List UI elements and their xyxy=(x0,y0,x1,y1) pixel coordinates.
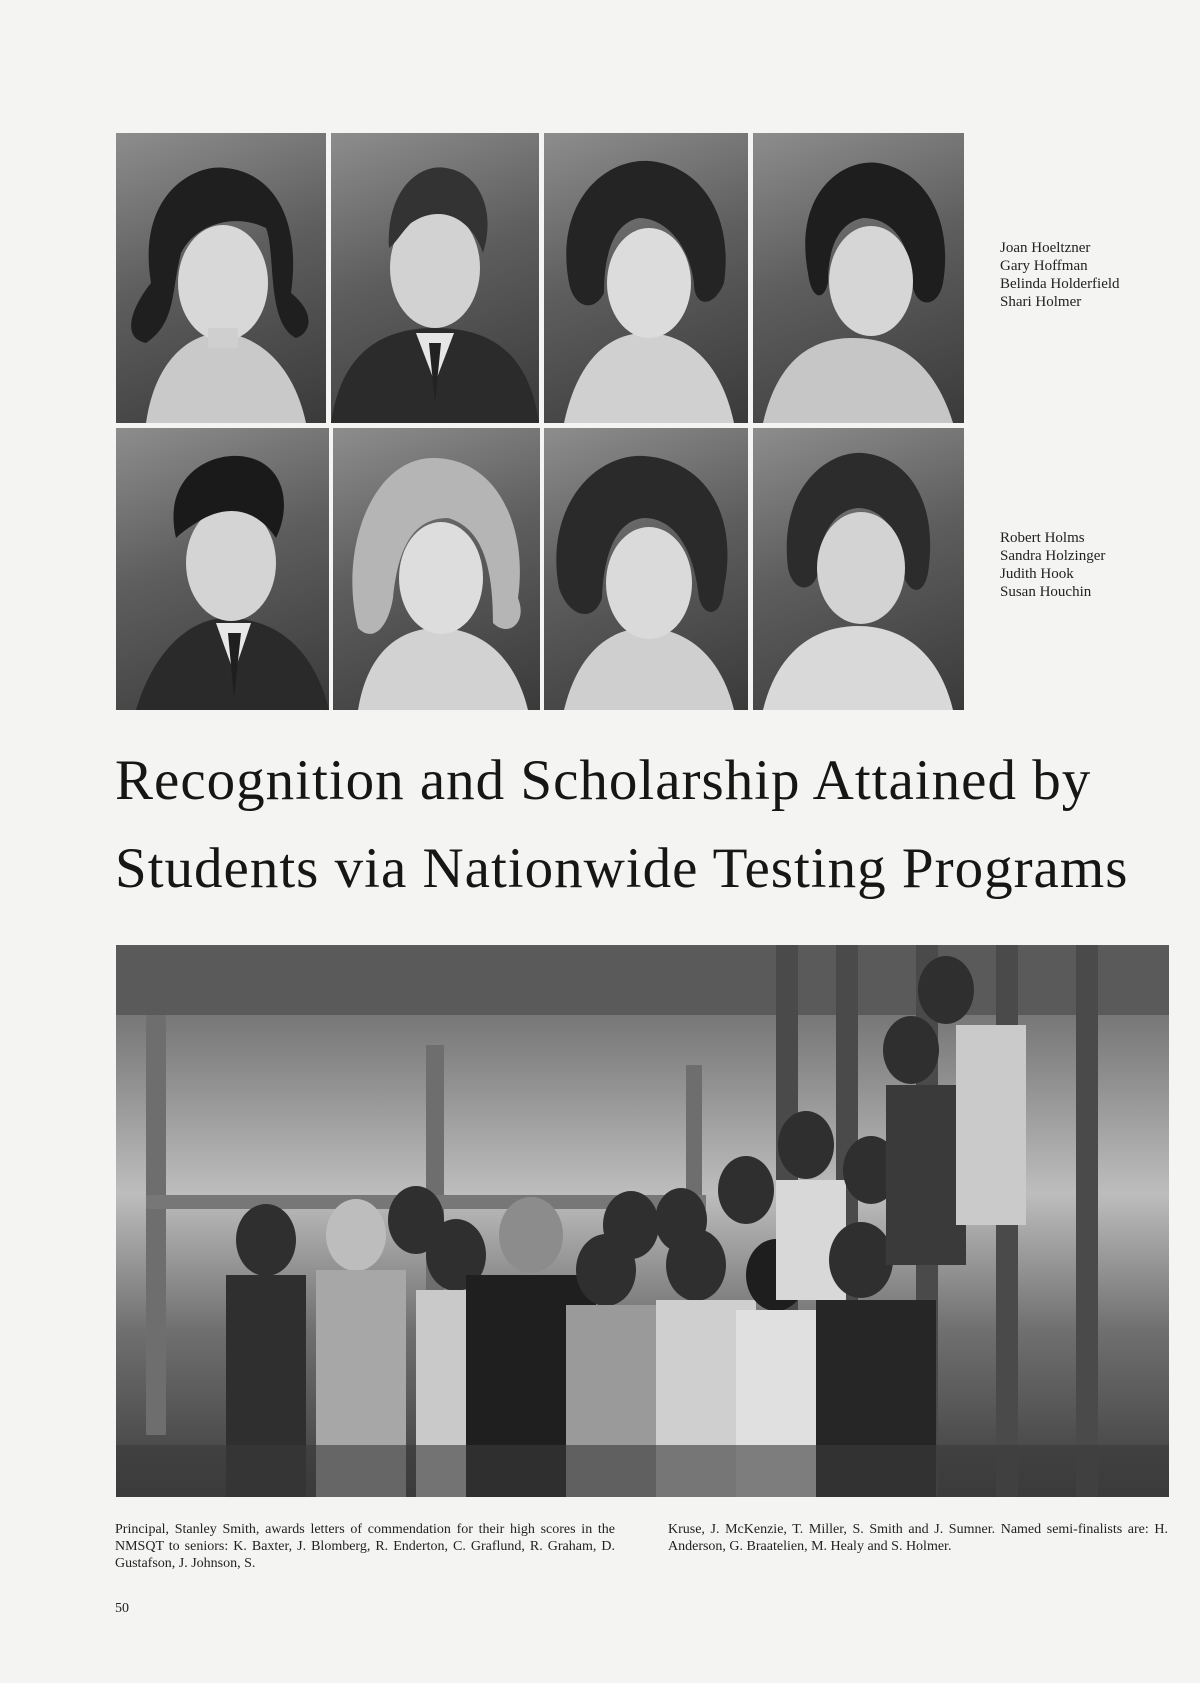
caption-right: Kruse, J. McKenzie, T. Miller, S. Smith and J. Sumner. Named semi-finalists are: H. Anderson, G. Braatelien, M. Healy and S. Holmer. xyxy=(668,1522,1168,1554)
portrait-names-bottom xyxy=(1000,529,1105,601)
group-photo xyxy=(116,945,1169,1497)
caption-left: Principal, Stanley Smith, awards letters of commendation for their high scores in the NMSQT to seniors: K. Baxter, J. Blomberg, R. Enderton, C. Graflund, R. Graham, D. Gustafson, J. Johnson, S. xyxy=(115,1522,615,1571)
name-label: Judith Hook xyxy=(1000,566,1074,582)
portrait-susan-houchin xyxy=(753,428,964,710)
name-label: Shari Holmer xyxy=(1000,294,1082,310)
portrait-belinda-holderfield xyxy=(544,133,748,423)
headline-line-2: Students via Nationwide Testing Programs xyxy=(115,837,1129,900)
portrait-names-top xyxy=(1000,239,1120,311)
name-label: Susan Houchin xyxy=(1000,584,1092,600)
headline-line-1: Recognition and Scholarship Attained by xyxy=(115,749,1092,812)
portrait-joan-hoeltzner xyxy=(116,133,326,423)
name-label: Robert Holms xyxy=(1000,530,1085,546)
name-label: Belinda Holderfield xyxy=(1000,276,1120,292)
portrait-judith-hook xyxy=(544,428,748,710)
name-label: Sandra Holzinger xyxy=(1000,548,1106,564)
portrait-sandra-holzinger xyxy=(333,428,540,710)
name-label: Joan Hoeltzner xyxy=(1000,240,1091,256)
portrait-gary-hoffman xyxy=(331,133,539,423)
portrait-robert-holms xyxy=(116,428,329,710)
portrait-shari-holmer xyxy=(753,133,964,423)
page-number: 50 xyxy=(115,1601,129,1616)
name-label: Gary Hoffman xyxy=(1000,258,1088,274)
